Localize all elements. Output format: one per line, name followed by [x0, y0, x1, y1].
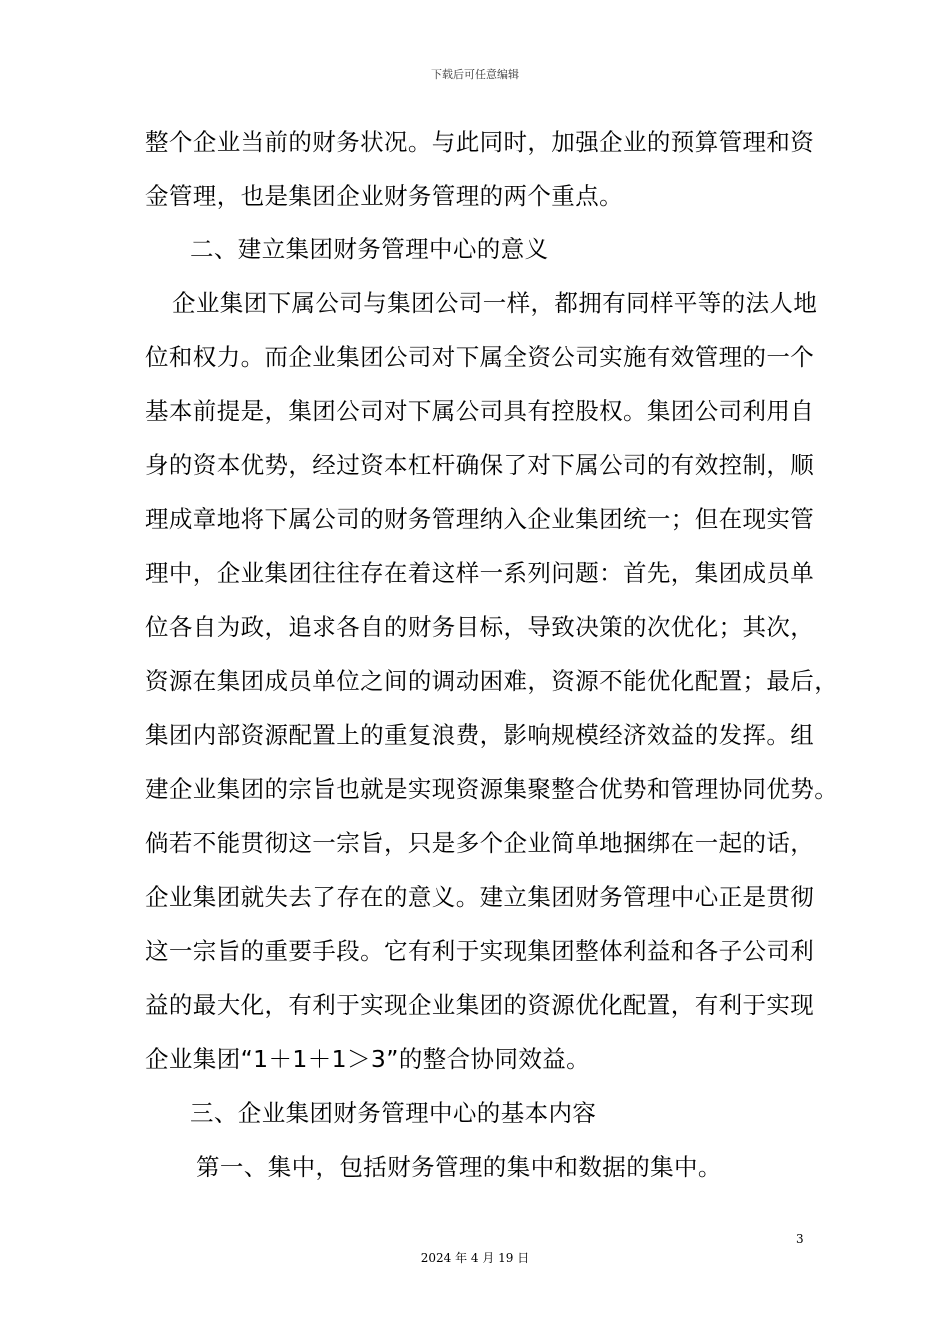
- page-header: 下载后可任意编辑: [431, 68, 519, 81]
- body-line-16: 这一宗旨的重要手段。它有利于实现集团整体利益和各子公司利: [145, 937, 815, 965]
- body-line-13: 建企业集团的宗旨也就是实现资源集聚整合优势和管理协同优势。: [145, 775, 839, 803]
- body-line-4: 企业集团下属公司与集团公司一样，都拥有同样平等的法人地: [172, 289, 818, 317]
- body-line-2: 金管理，也是集团企业财务管理的两个重点。: [145, 182, 623, 210]
- footer-date: 2024 年 4 月 19 日: [420, 1251, 530, 1265]
- body-line-7: 身的资本优势，经过资本杠杆确保了对下属公司的有效控制，顺: [145, 451, 815, 479]
- page-number: 3: [796, 1232, 804, 1246]
- body-line-10: 位各自为政，追求各自的财务目标，导致决策的次优化；其次，: [145, 613, 815, 641]
- body-line-18: 企业集团“1＋1＋1＞3”的整合协同效益。: [145, 1045, 591, 1073]
- body-line-14: 倘若不能贯彻这一宗旨，只是多个企业简单地捆绑在一起的话，: [145, 829, 815, 857]
- body-line-12: 集团内部资源配置上的重复浪费，影响规模经济效益的发挥。组: [145, 721, 815, 749]
- body-line-5: 位和权力。而企业集团公司对下属全资公司实施有效管理的一个: [145, 343, 815, 371]
- section-heading-2: 二、建立集团财务管理中心的意义: [190, 235, 549, 263]
- body-line-20: 第一、集中，包括财务管理的集中和数据的集中。: [196, 1153, 722, 1181]
- body-line-8: 理成章地将下属公司的财务管理纳入企业集团统一；但在现实管: [145, 505, 815, 533]
- body-line-6: 基本前提是，集团公司对下属公司具有控股权。集团公司利用自: [145, 397, 815, 425]
- body-line-17: 益的最大化，有利于实现企业集团的资源优化配置，有利于实现: [145, 991, 815, 1019]
- body-line-11: 资源在集团成员单位之间的调动困难，资源不能优化配置；最后，: [145, 667, 839, 695]
- section-heading-3: 三、企业集团财务管理中心的基本内容: [190, 1099, 597, 1127]
- body-line-9: 理中，企业集团往往存在着这样一系列问题：首先，集团成员单: [145, 559, 815, 587]
- body-line-1: 整个企业当前的财务状况。与此同时，加强企业的预算管理和资: [145, 128, 815, 156]
- body-line-15: 企业集团就失去了存在的意义。建立集团财务管理中心正是贯彻: [145, 883, 815, 911]
